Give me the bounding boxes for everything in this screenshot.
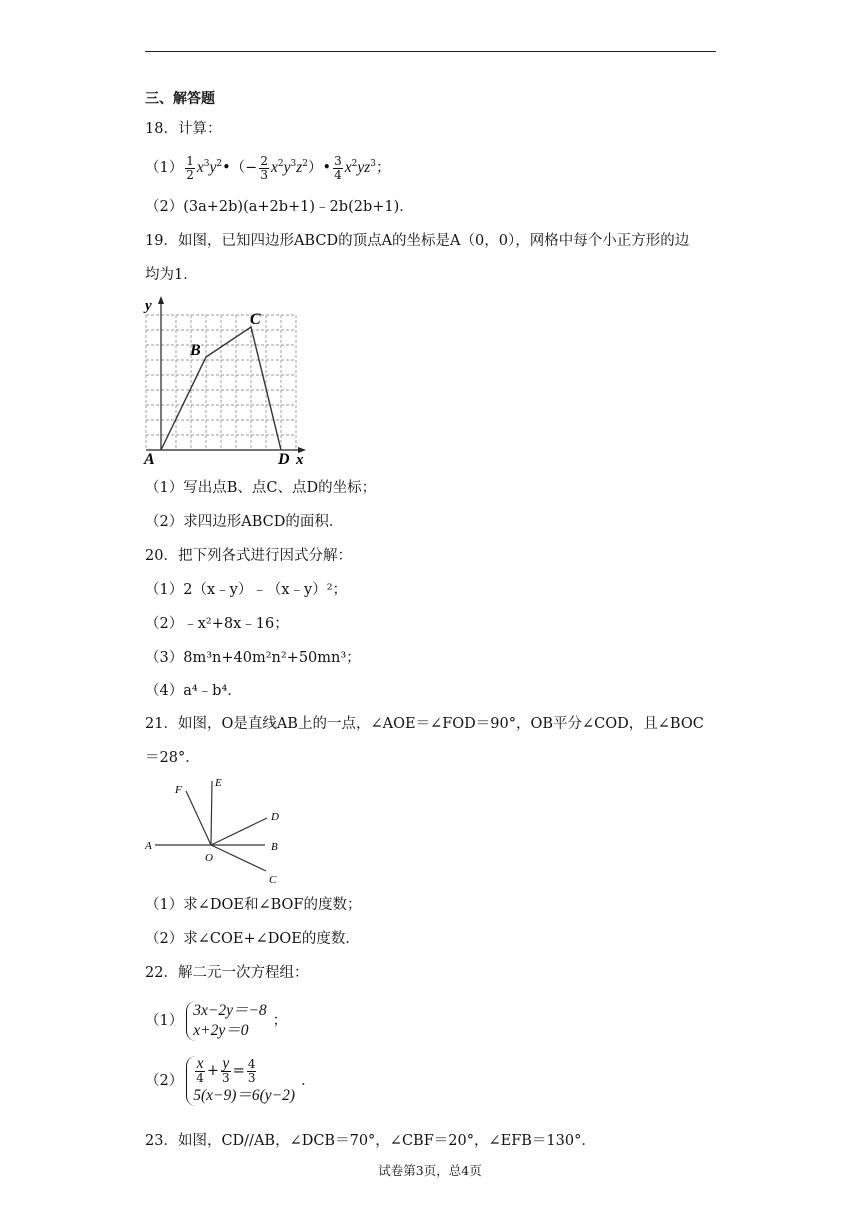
q22-part2: （2） $\frac{x}{4}$ + $\frac{y}{3}$ = $\frac{4}{3}$ 5(x−9)＝6(y−2) ． bbox=[145, 1055, 316, 1104]
equation-system-1: 3x−2y＝−8 x+2y＝0 bbox=[186, 1001, 266, 1041]
y-axis-label: y bbox=[145, 298, 152, 314]
q19-part1: （1）写出点B、点C、点D的坐标； bbox=[145, 480, 377, 496]
point-d-label: D bbox=[278, 451, 290, 468]
q18-part1: （1） $\frac{1}{2}$ $x^3y^2•(-$ $\frac{2}{3}$ $x^2y^3z^2)•$ $\frac{3}{4}$ $x^2yz^3$； bbox=[145, 153, 391, 182]
angles-figure bbox=[140, 772, 300, 888]
q21-part2: （2）求∠COE+∠DOE的度数． bbox=[145, 931, 360, 947]
q23-line1: 23．如图，CD//AB，∠DCB＝70°，∠CBF＝20°，∠EFB＝130°． bbox=[145, 1133, 596, 1149]
equation-system-2: $\frac{x}{4}$ + $\frac{y}{3}$ = $\frac{4}{3}$ 5(x−9)＝6(y−2) bbox=[186, 1056, 295, 1106]
point-f-label: F bbox=[175, 784, 182, 796]
q18-number: 18．计算： bbox=[145, 121, 222, 137]
point-b-label: B bbox=[271, 841, 278, 853]
q20-part4: （4）a⁴﹣b⁴． bbox=[145, 683, 242, 699]
x-axis-label: x bbox=[296, 452, 304, 468]
q22-number: 22．解二元一次方程组： bbox=[145, 965, 309, 981]
q21-line2: ＝28°． bbox=[145, 750, 200, 766]
q19-line1: 19．如图，已知四边形ABCD的顶点A的坐标是A（0，0），网格中每个小正方形的边 bbox=[145, 233, 690, 249]
q20-part1: （1）2（x﹣y）﹣（x﹣y）²； bbox=[145, 582, 348, 598]
frac-half: $\frac{1}{2}$ bbox=[186, 153, 194, 182]
page-footer: 试卷第3页，总4页 bbox=[378, 1163, 482, 1178]
q19-line2: 均为1． bbox=[145, 267, 198, 283]
section-title: 三、解答题 bbox=[145, 91, 215, 107]
frac-three-quarters: $\frac{3}{4}$ bbox=[334, 153, 342, 182]
point-d-label: D bbox=[271, 811, 279, 823]
point-e-label: E bbox=[215, 777, 222, 789]
q22-part1: （1） 3x−2y＝−8 x+2y＝0 ； bbox=[145, 1002, 288, 1039]
quadrilateral-grid-figure bbox=[140, 290, 315, 470]
point-c-label: C bbox=[250, 311, 261, 328]
point-b-label: B bbox=[190, 342, 201, 359]
frac-two-thirds: $\frac{2}{3}$ bbox=[260, 153, 268, 182]
grid-lines bbox=[146, 315, 296, 450]
header-rule bbox=[145, 51, 716, 52]
q18-part2: （2）(3a+2b)(a+2b+1)﹣2b(2b+1)． bbox=[145, 199, 414, 215]
q20-part3: （3）8m³n+40m²n²+50mn³； bbox=[145, 650, 361, 666]
q20-part2: （2）﹣x²+8x﹣16； bbox=[145, 616, 289, 632]
q21-part1: （1）求∠DOE和∠BOF的度数； bbox=[145, 897, 362, 913]
point-c-label: C bbox=[269, 874, 277, 886]
q20-number: 20．把下列各式进行因式分解： bbox=[145, 548, 352, 564]
y-axis-arrow bbox=[158, 296, 164, 304]
point-o-label: O bbox=[205, 852, 213, 864]
q19-part2: （2）求四边形ABCD的面积． bbox=[145, 514, 344, 530]
q21-line1: 21．如图，O是直线AB上的一点，∠AOE＝∠FOD＝90°，OB平分∠COD，且∠BOC bbox=[145, 716, 704, 732]
point-a-label: A bbox=[144, 451, 155, 468]
point-a-label: A bbox=[145, 840, 152, 852]
